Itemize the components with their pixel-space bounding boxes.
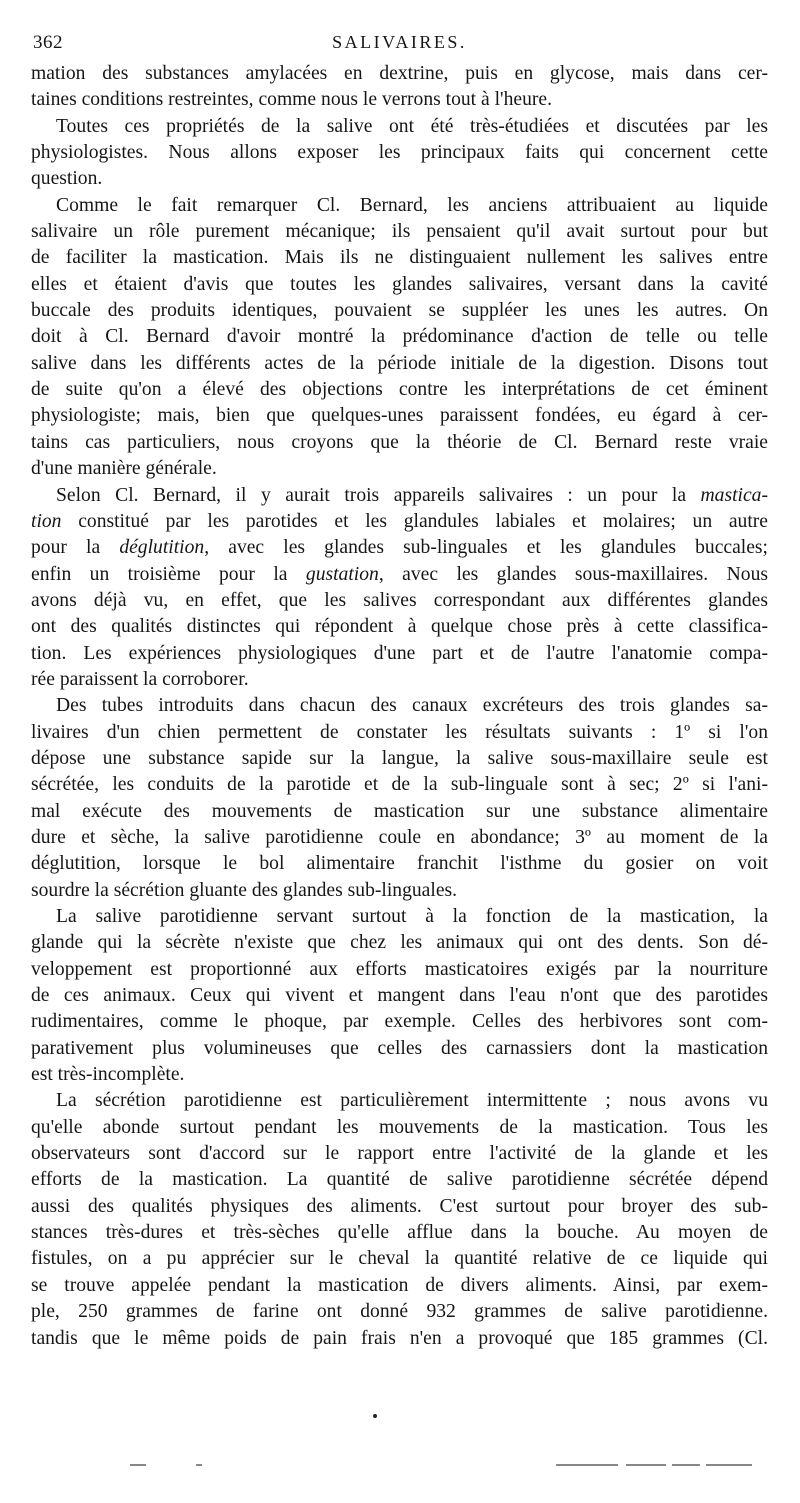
text-line [31, 272, 768, 298]
text-segment: doit à Cl. Bernard d'avoir montré la prédominance d'action de telle ou telle [31, 326, 768, 348]
text-line [31, 456, 768, 482]
text-line [31, 1167, 768, 1193]
text-segment: sourdre la sécrétion gluante des glandes sub-linguales. [31, 879, 458, 901]
text-line [31, 562, 768, 588]
text-line [31, 1115, 768, 1141]
text-line [31, 588, 768, 614]
scan-dash-mark [556, 1464, 618, 1466]
text-line [31, 430, 768, 456]
text-line [31, 1299, 768, 1325]
text-line [31, 1194, 768, 1220]
text-line [31, 851, 768, 877]
text-line [31, 825, 768, 851]
text-line [31, 772, 768, 798]
italic-term: mastica- [700, 484, 768, 506]
text-segment: ple, 250 grammes de farine ont donné 932 grammes de salive parotidienne. [31, 1301, 768, 1323]
text-segment: La salive parotidienne servant surtout à la fonction de la mastication, la [56, 906, 768, 927]
text-line [31, 693, 768, 719]
text-segment: rudimentaires, comme le phoque, par exemple. Celles des herbivores sont com- [31, 1011, 768, 1033]
text-segment: salive dans les différents actes de la période initiale de la digestion. Disons tout [31, 352, 768, 374]
text-line [31, 1062, 768, 1088]
scan-dash-mark [672, 1464, 700, 1466]
text-line [31, 324, 768, 350]
text-line [31, 377, 768, 403]
text-segment: dépose une substance sapide sur la langue, la salive sous-maxillaire seule est [31, 747, 768, 769]
text-line [31, 61, 768, 87]
text-line [31, 1273, 768, 1299]
text-segment: sécrétée, les conduits de la parotide et de la sub-linguale sont à sec; 2º si l'ani- [31, 774, 768, 796]
text-segment: , avec les glandes sub-linguales et les glandules buccales; [204, 537, 768, 559]
text-segment: question. [31, 168, 103, 190]
text-line [31, 114, 768, 140]
italic-term: déglutition [119, 537, 205, 559]
italic-term: tion [31, 510, 62, 532]
text-line [31, 746, 768, 772]
text-line [31, 87, 768, 113]
text-segment: La sécrétion parotidienne est particulièrement intermittente ; nous avons vu [56, 1090, 768, 1112]
text-segment: Toutes ces propriétés de la salive ont été très-étudiées et discutées par les [56, 115, 768, 137]
text-line [31, 193, 768, 219]
text-line [31, 245, 768, 271]
text-line [31, 483, 768, 509]
text-segment: Comme le fait remarquer Cl. Bernard, les anciens attribuaient au liquide [56, 194, 768, 216]
text-segment: glande qui la sécrète n'existe que chez les animaux qui ont des dents. Son dé- [31, 932, 768, 954]
text-segment: mation des substances amylacées en dextrine, puis en glycose, mais dans cer- [31, 63, 768, 84]
text-line [31, 1326, 768, 1352]
text-line [31, 641, 768, 667]
text-line [31, 298, 768, 324]
text-segment: elles et étaient d'avis que toutes les glandes salivaires, versant dans la cavité [31, 273, 768, 295]
text-line [31, 930, 768, 956]
text-segment: veloppement est proportionné aux efforts masticatoires exigés par la nourriture [31, 958, 768, 980]
text-segment: dure et sèche, la salive parotidienne coule en abondance; 3º au moment de la [31, 826, 768, 848]
text-line [31, 166, 768, 192]
text-line [31, 957, 768, 983]
text-segment: taines conditions restreintes, comme nous le verrons tout à l'heure. [31, 89, 552, 111]
text-segment: est très-incomplète. [31, 1064, 185, 1086]
text-line [31, 1141, 768, 1167]
text-segment: qu'elle abonde surtout pendant les mouvements de la mastication. Tous les [31, 1116, 768, 1138]
text-segment: mal exécute des mouvements de mastication sur une substance alimentaire [31, 800, 768, 822]
text-line [31, 1009, 768, 1035]
printer-dot-mark [373, 1414, 377, 1418]
text-segment: Des tubes introduits dans chacun des canaux excréteurs des trois glandes sa- [56, 695, 768, 717]
text-segment: tandis que le même poids de pain frais n'en a provoqué que 185 grammes (Cl. [31, 1327, 768, 1349]
text-segment: tion. Les expériences physiologiques d'une part et de l'autre l'anatomie compa- [31, 642, 768, 664]
body-text [31, 61, 768, 1352]
text-segment: buccale des produits identiques, pouvaient se suppléer les unes les autres. On [31, 300, 768, 322]
text-segment: observateurs sont d'accord sur le rapport entre l'activité de la glande et les [31, 1143, 768, 1165]
text-line [31, 614, 768, 640]
text-segment: de suite qu'on a élevé des objections contre les interprétations de cet éminent [31, 379, 768, 401]
text-segment: fistules, on a pu apprécier sur le cheval la quantité relative de ce liquide qui [31, 1248, 768, 1270]
text-line [31, 983, 768, 1009]
text-line [31, 878, 768, 904]
text-segment: efforts de la mastication. La quantité de salive parotidienne sécrétée dépend [31, 1169, 768, 1191]
text-line [31, 403, 768, 429]
italic-term: gustation [305, 563, 379, 585]
text-line [31, 1088, 768, 1114]
text-line [31, 535, 768, 561]
text-line [31, 509, 768, 535]
text-segment: stances très-dures et très-sèches qu'elle afflue dans la bouche. Au moyen de [31, 1222, 768, 1244]
scan-dash-mark [706, 1464, 752, 1466]
text-line [31, 140, 768, 166]
text-segment: constitué par les parotides et les glandules labiales et molaires; un autre [61, 510, 768, 532]
text-line [31, 1246, 768, 1272]
text-segment: déglutition, lorsque le bol alimentaire franchit l'isthme du gosier on voit [31, 853, 768, 875]
text-segment: se trouve appelée pendant la mastication de divers aliments. Ainsi, par exem- [31, 1274, 768, 1296]
scan-dash-mark [196, 1464, 202, 1466]
text-line [31, 351, 768, 377]
text-segment: avons déjà vu, en effet, que les salives correspondant aux différentes glandes [31, 589, 768, 611]
text-segment: pour la [31, 537, 120, 559]
text-segment: parativement plus volumineuses que celles des carnassiers dont la mastication [31, 1037, 768, 1059]
text-line [31, 904, 768, 930]
page-number: 362 [33, 32, 63, 53]
text-segment: enfin un troisième pour la [31, 563, 306, 585]
scan-dash-mark [130, 1464, 146, 1466]
text-line [31, 799, 768, 825]
text-line [31, 1036, 768, 1062]
text-segment: Selon Cl. Bernard, il y aurait trois appareils salivaires : un pour la [56, 484, 701, 506]
text-line [31, 720, 768, 746]
page-footer [0, 1414, 800, 1474]
text-segment: aussi des qualités physiques des aliments. C'est surtout pour broyer des sub- [31, 1195, 768, 1217]
book-page [31, 28, 768, 1352]
text-segment: livaires d'un chien permettent de constater les résultats suivants : 1º si l'on [31, 721, 768, 743]
text-segment: ont des qualités distinctes qui répondent à quelque chose près à cette classifica- [31, 616, 768, 638]
text-segment: tains cas particuliers, nous croyons que la théorie de Cl. Bernard reste vraie [31, 431, 768, 453]
page-header [31, 28, 768, 58]
text-segment: d'une manière générale. [31, 458, 217, 480]
running-title: SALIVAIRES. [332, 32, 467, 52]
text-segment: rée paraissent la corroborer. [31, 668, 249, 690]
text-segment: physiologistes. Nous allons exposer les principaux faits qui concernent cette [31, 142, 768, 164]
text-segment: salivaire un rôle purement mécanique; ils pensaient qu'il avait surtout pour but [31, 221, 768, 243]
scan-dash-mark [626, 1464, 666, 1466]
text-line [31, 1220, 768, 1246]
text-segment: de ces animaux. Ceux qui vivent et mangent dans l'eau n'ont que des parotides [31, 985, 768, 1007]
text-segment: de faciliter la mastication. Mais ils ne distinguaient nullement les salives entre [31, 247, 768, 269]
text-segment: physiologiste; mais, bien que quelques-unes paraissent fondées, eu égard à cer- [31, 405, 768, 427]
text-line [31, 219, 768, 245]
text-segment: , avec les glandes sous-maxillaires. Nous [378, 563, 768, 585]
text-line [31, 667, 768, 693]
